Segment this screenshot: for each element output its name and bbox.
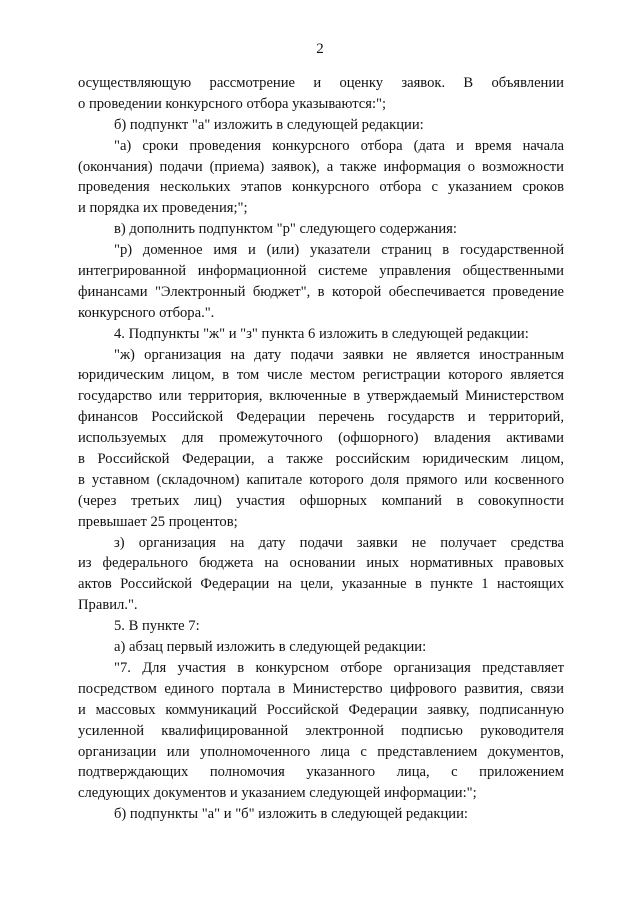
text-line: б) подпункт "а" изложить в следующей редакции: (114, 116, 424, 133)
text-line: Правил.". (78, 597, 138, 614)
text-line: усиленной квалифицированной электронной подписью руководителя (78, 722, 564, 739)
text-line: превышает 25 процентов; (78, 513, 238, 530)
text-line: (через третьих лиц) участия офшорных компаний в совокупности (78, 492, 564, 509)
text-line: юридическим лицом, в том числе местом регистрации которого является (78, 367, 564, 384)
text-line: 5. В пункте 7: (114, 618, 200, 635)
text-line: "р) доменное имя и (или) указатели страниц в государственной (114, 242, 564, 259)
text-line: (окончания) подачи (приема) заявок), а также информация о возможности (78, 158, 564, 175)
text-line: з) организация на дату подачи заявки не получает средства (114, 534, 564, 551)
text-line: а) абзац первый изложить в следующей редакции: (114, 639, 427, 656)
text-line: 4. Подпункты "ж" и "з" пункта 6 изложить в следующей редакции: (114, 325, 529, 342)
text-line: из федерального бюджета на основании иных нормативных правовых (78, 555, 564, 572)
text-line: и порядка их проведения;"; (78, 200, 248, 217)
text-line: актов Российской Федерации на цели, указанные в пункте 1 настоящих (78, 576, 564, 593)
text-line: в уставном (складочном) капитале которого доля прямого или косвенного (78, 471, 564, 488)
document-body (78, 73, 564, 825)
text-line: интегрированной информационной системе управления общественными (78, 263, 564, 280)
text-line: в Российской Федерации, а также российским юридическим лицом, (78, 451, 564, 468)
text-line: и массовых коммуникаций Российской Федерации заявку, подписанную (78, 701, 564, 718)
text-line: подтверждающих полномочия указанного лица, с приложением (78, 764, 564, 781)
text-line: финансами "Электронный бюджет", в которой обеспечивается проведение (78, 283, 564, 300)
text-line: в) дополнить подпунктом "р" следующего содержания: (114, 221, 457, 238)
text-line: государство или территория, включенные в утверждаемый Министерством (78, 388, 564, 405)
text-line: "ж) организация на дату подачи заявки не является иностранным (114, 346, 564, 363)
text-line: осуществляющую рассмотрение и оценку заявок. В объявлении (78, 75, 564, 91)
text-line: следующих документов и указанием следующей информации:"; (78, 785, 477, 802)
text-line: посредством единого портала в Министерство цифрового развития, связи (78, 680, 564, 697)
text-line: используемых для промежуточного (офшорного) владения активами (78, 430, 564, 447)
text-line: организации или уполномоченного лица с представлением документов, (78, 743, 564, 760)
text-line: "а) сроки проведения конкурсного отбора (дата и время начала (114, 137, 564, 154)
page-number: 2 (316, 41, 324, 57)
text-line: б) подпункты "а" и "б" изложить в следующей редакции: (114, 806, 468, 823)
text-line: "7. Для участия в конкурсном отборе организация представляет (114, 659, 564, 676)
text-line: о проведении конкурсного отбора указываются:"; (78, 95, 387, 112)
text-line: проведения нескольких этапов конкурсного отбора с указанием сроков (78, 179, 564, 196)
text-line: финансов Российской Федерации перечень государств и территорий, (78, 409, 564, 426)
text-line: конкурсного отбора.". (78, 304, 215, 321)
